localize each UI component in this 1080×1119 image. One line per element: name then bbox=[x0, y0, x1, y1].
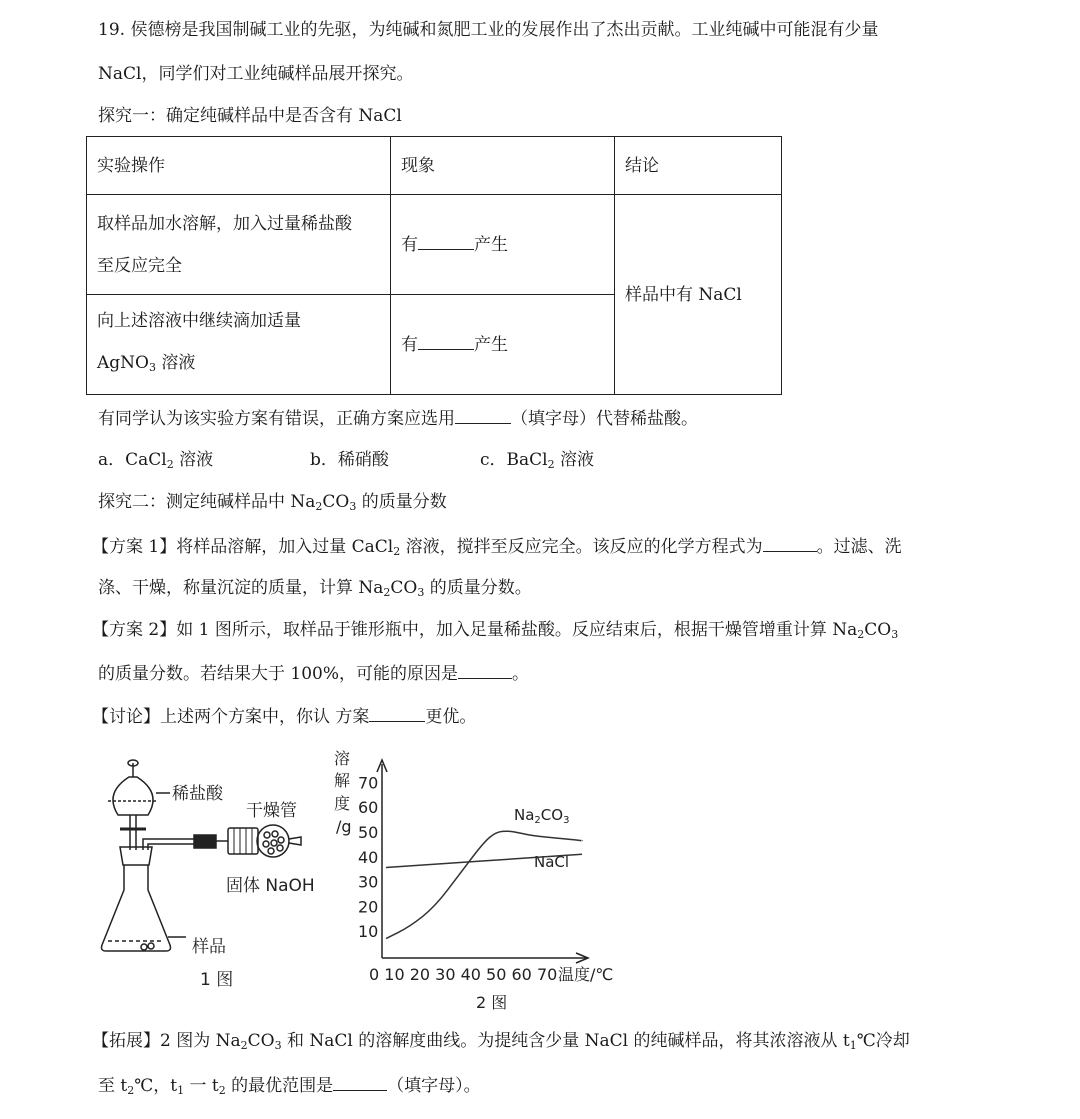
ylabel-char3: 度 bbox=[334, 794, 351, 813]
y-tick-label: 30 bbox=[358, 872, 379, 892]
y-tick-label: 60 bbox=[358, 798, 379, 818]
drying-tube-body bbox=[228, 828, 258, 854]
blank-answer[interactable] bbox=[418, 331, 474, 350]
part1-title: 探究一：确定纯碱样品中是否含有 NaCl bbox=[98, 106, 402, 126]
table-header-row bbox=[87, 137, 782, 195]
blank-answer[interactable] bbox=[455, 405, 511, 424]
figure2-solubility-chart bbox=[328, 742, 638, 1017]
series-label-na2co3: $Na_2CO_3$ bbox=[514, 806, 570, 826]
y-tick-label: 20 bbox=[358, 897, 379, 917]
part2-title: 探究二：测定纯碱样品中 $Na_2CO_3$ 的质量分数 bbox=[98, 492, 447, 513]
blank-answer[interactable] bbox=[369, 703, 425, 722]
ylabel-unit: /g bbox=[336, 817, 352, 836]
table-row bbox=[87, 195, 782, 295]
part1-note: 有同学认为该实验方案有错误，正确方案应选用 （填字母）代替稀盐酸。 bbox=[98, 405, 698, 431]
plan1-line2: 涤、干燥，称量沉淀的质量，计算 $Na_2CO_3$ 的质量分数。 bbox=[98, 578, 532, 599]
plan1-line1: 【方案 1】将样品溶解，加入过量 CaCl$_2$ 溶液，搅拌至反应完全。该反应的化学方程式为 。过滤、洗 bbox=[92, 533, 902, 564]
label-drying-tube: 干燥管 bbox=[246, 801, 297, 821]
series-line-na2co3 bbox=[386, 831, 582, 938]
blank-answer[interactable] bbox=[763, 533, 817, 552]
figure1-apparatus bbox=[96, 755, 336, 1000]
conical-flask bbox=[102, 865, 171, 951]
option-c: c．BaCl$_2$ 溶液 bbox=[480, 450, 594, 471]
y-tick-label: 50 bbox=[358, 823, 379, 842]
label-solid-naoh: 固体 NaOH bbox=[226, 876, 315, 896]
row1-operation: 取样品加水溶解，加入过量稀盐酸 至反应完全 bbox=[87, 195, 391, 295]
blank-answer[interactable] bbox=[418, 231, 474, 250]
drying-tube-outlet bbox=[289, 837, 301, 845]
row2-phenomenon: 有 产生 bbox=[391, 295, 615, 395]
figure1-caption: 1 图 bbox=[200, 970, 234, 990]
y-tick-label: 40 bbox=[358, 847, 379, 867]
row2-operation: 向上述溶液中继续滴加适量 AgNO$_3$ 溶液 bbox=[87, 295, 391, 395]
rubber-connector bbox=[194, 835, 216, 848]
label-sample: 样品 bbox=[192, 937, 226, 957]
series-label-nacl: NaCl bbox=[534, 853, 570, 871]
y-tick-label: 70 bbox=[358, 773, 379, 793]
row1-phenomenon: 有 产生 bbox=[391, 195, 615, 295]
ylabel-char2: 解 bbox=[334, 771, 351, 790]
conclusion-cell: 样品中有 NaCl bbox=[615, 195, 782, 395]
discussion-line: 【讨论】上述两个方案中，你认 方案 更优。 bbox=[92, 703, 476, 729]
header-phenomenon: 现象 bbox=[391, 137, 615, 195]
extension-line1: 【拓展】2 图为 $Na_2CO_3$ 和 NaCl 的溶解度曲线。为提纯含少量 NaCl 的纯碱样品，将其浓溶液从 $t_1℃$冷却 bbox=[92, 1031, 910, 1052]
header-conclusion: 结论 bbox=[615, 137, 782, 195]
extension-line2: 至 $t_2℃$，$t_1$ 一 $t_2$ 的最优范围是 （填字母）。 bbox=[98, 1072, 481, 1103]
plan2-line1: 【方案 2】如 1 图所示，取样品于锥形瓶中，加入足量稀盐酸。反应结束后，根据干燥管增重计算 $Na_2CO_3$ bbox=[92, 620, 899, 641]
x-axis-label: 温度/℃ bbox=[558, 965, 614, 984]
blank-answer[interactable] bbox=[458, 660, 512, 679]
question-stem-line2: NaCl，同学们对工业纯碱样品展开探究。 bbox=[98, 64, 414, 84]
y-tick-label: 10 bbox=[358, 922, 379, 942]
header-operation: 实验操作 bbox=[87, 137, 391, 195]
funnel-bulb bbox=[113, 777, 153, 815]
label-dilute-hcl: 稀盐酸 bbox=[172, 784, 223, 804]
option-a: a．CaCl$_2$ 溶液 bbox=[98, 450, 214, 471]
ylabel-char1: 溶 bbox=[334, 749, 351, 768]
question-stem-line1: 19. 侯德榜是我国制碱工业的先驱，为纯碱和氮肥工业的发展作出了杰出贡献。工业纯碱中可能混有少量 bbox=[98, 20, 879, 40]
experiment-table bbox=[86, 136, 782, 395]
option-b: b．稀硝酸 bbox=[310, 450, 389, 470]
figure2-caption: 2 图 bbox=[476, 993, 508, 1012]
plan2-line2: 的质量分数。若结果大于 100%，可能的原因是 。 bbox=[98, 660, 529, 686]
blank-answer[interactable] bbox=[333, 1072, 387, 1091]
x-tick-labels: 0 10 20 30 40 50 60 70 bbox=[369, 965, 558, 984]
